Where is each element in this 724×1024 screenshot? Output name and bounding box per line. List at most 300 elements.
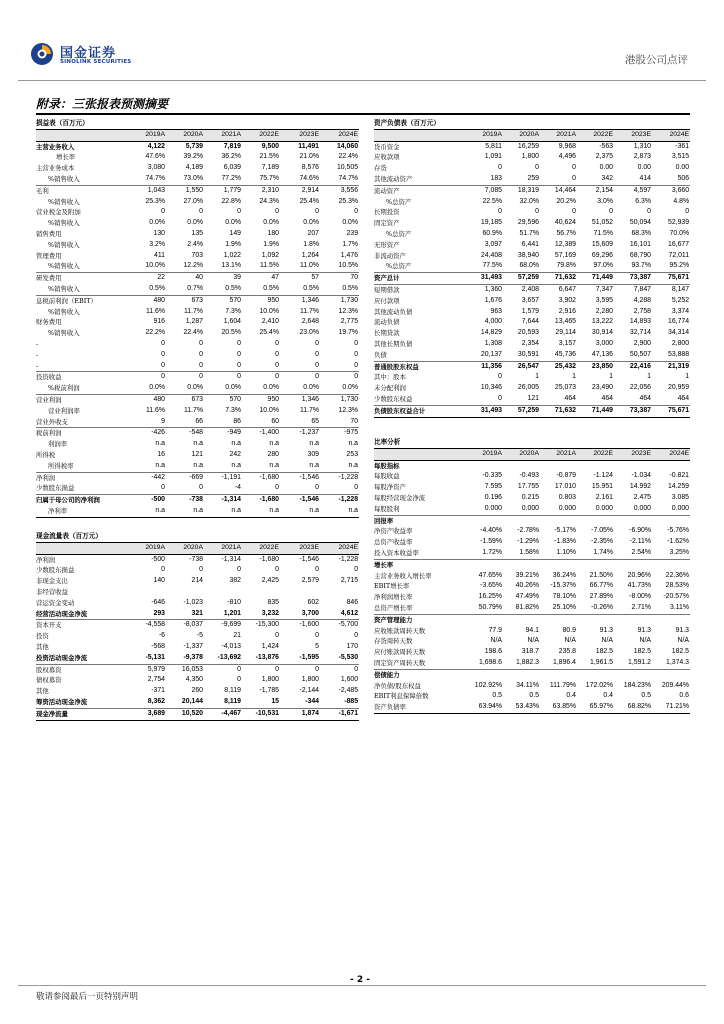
cell-value: 22,056 bbox=[629, 384, 651, 392]
cell-value: 73,387 bbox=[614, 405, 652, 417]
cell-value: -10,531 bbox=[242, 708, 280, 720]
cell-value: 673 bbox=[166, 295, 204, 306]
cell-value: 0 bbox=[204, 664, 242, 675]
cell-value: 91.3 bbox=[637, 626, 651, 634]
cell-value: 1,961.5 bbox=[590, 658, 613, 666]
cell-value: 130 bbox=[153, 229, 165, 237]
cell-value: 0.4 bbox=[603, 692, 613, 700]
cell-value: 10.0% bbox=[259, 406, 279, 414]
cell-value: 21,319 bbox=[652, 361, 690, 372]
cell-value: 22.5% bbox=[482, 197, 502, 205]
cell-value: 3,595 bbox=[595, 296, 613, 304]
cell-value: 3,097 bbox=[484, 240, 502, 248]
cell-value: 11,356 bbox=[466, 361, 503, 372]
row-label: 回报率 bbox=[374, 515, 466, 526]
table-title-row bbox=[36, 531, 359, 542]
cell-value: 11,491 bbox=[298, 142, 319, 150]
row-label: 所得税 bbox=[36, 450, 56, 459]
cell-value: 0.0% bbox=[263, 384, 279, 392]
cell-value: 570 bbox=[204, 295, 242, 306]
row-label: 利润率 bbox=[48, 440, 68, 449]
year-header: 2019A bbox=[128, 542, 166, 554]
cell-value: 77.9 bbox=[488, 626, 502, 634]
year-header: 2023E bbox=[280, 129, 320, 141]
cell-value: n.a bbox=[309, 440, 319, 448]
cell-value: 10.0% bbox=[145, 262, 165, 270]
cell-value: 2.4% bbox=[187, 240, 203, 248]
cell-value: 242 bbox=[229, 450, 241, 458]
company-logo bbox=[30, 40, 142, 70]
cell-value: 1,591.2 bbox=[628, 658, 651, 666]
year-header: 2024E bbox=[320, 542, 359, 554]
table-row bbox=[36, 261, 359, 272]
row-label: %销售收入 bbox=[48, 284, 80, 293]
cell-value: 4,496 bbox=[558, 153, 576, 161]
cell-value: 12.3% bbox=[338, 406, 359, 414]
row-label: 其他长期负债 bbox=[374, 339, 413, 348]
cell-value: 74.7% bbox=[338, 174, 359, 182]
cell-value: 0 bbox=[275, 339, 279, 347]
cell-value: 0 bbox=[535, 164, 539, 172]
cell-value: 602 bbox=[307, 598, 319, 606]
cell-value: 91.3 bbox=[599, 626, 613, 634]
row-label: 应收账款周转天数 bbox=[374, 626, 426, 635]
cell-value: 0.0% bbox=[303, 384, 319, 392]
cell-value: 25.3% bbox=[145, 197, 165, 205]
cell-value: 4,612 bbox=[340, 609, 359, 617]
cell-value: 342 bbox=[601, 174, 613, 182]
cell-value bbox=[614, 515, 652, 526]
row-label: 应付账款周转天数 bbox=[374, 648, 426, 657]
row-label: EBIT利息保障倍数 bbox=[374, 692, 429, 701]
cell-value: 16,774 bbox=[668, 318, 690, 326]
row-label: 短期借款 bbox=[374, 284, 466, 295]
cell-value: -1,400 bbox=[242, 428, 280, 439]
year-header: 2022E bbox=[577, 448, 614, 460]
cell-value: 0 bbox=[354, 339, 359, 347]
year-header: 2022E bbox=[577, 129, 614, 141]
cell-value: 38,940 bbox=[517, 251, 539, 259]
cell-value: 1.72% bbox=[482, 548, 502, 556]
cell-value: 29,596 bbox=[517, 219, 539, 227]
row-label: %销售收入 bbox=[48, 197, 80, 206]
cell-value: 0.0% bbox=[303, 219, 319, 227]
cell-value bbox=[577, 460, 614, 471]
cell-value: 20,137 bbox=[480, 350, 502, 358]
cell-value: -1,237 bbox=[280, 428, 320, 439]
cell-value: 1.9% bbox=[225, 240, 241, 248]
row-label: 资本开支 bbox=[36, 620, 128, 631]
cell-value: 3,000 bbox=[595, 339, 613, 347]
cell-value: 0 bbox=[275, 361, 279, 369]
row-label: 投资 bbox=[36, 632, 49, 641]
cell-value: 71,632 bbox=[540, 273, 577, 285]
cell-value: -1,785 bbox=[259, 687, 279, 695]
cell-value: 4,350 bbox=[185, 676, 203, 684]
cell-value: -4 bbox=[234, 484, 241, 492]
row-label: %总资产 bbox=[386, 262, 412, 271]
row-label: 财务费用 bbox=[36, 318, 62, 327]
row-label: 股权募资 bbox=[36, 664, 128, 675]
cell-value: 20,593 bbox=[517, 329, 539, 337]
year-header: 2021A bbox=[540, 448, 577, 460]
cell-value: 0 bbox=[199, 350, 203, 358]
cell-value: 2,648 bbox=[301, 318, 319, 326]
cell-value: 7,189 bbox=[261, 164, 279, 172]
cell-value: 16,053 bbox=[166, 664, 204, 675]
cell-value: 209.44% bbox=[661, 681, 690, 689]
cell-value: -13,692 bbox=[217, 653, 241, 661]
cell-value: 0 bbox=[275, 566, 279, 574]
cell-value: 0 bbox=[237, 566, 241, 574]
cell-value: 7,347 bbox=[577, 284, 614, 295]
cell-value: N/A bbox=[490, 637, 502, 645]
cell-value: 15.951 bbox=[591, 483, 613, 491]
cell-value: 183 bbox=[490, 174, 502, 182]
cell-value: 7,644 bbox=[521, 318, 539, 326]
cell-value: 8,576 bbox=[301, 164, 319, 172]
cell-value: -0.335 bbox=[482, 472, 502, 480]
cell-value: -4,013 bbox=[221, 642, 241, 650]
cell-value: -1,191 bbox=[204, 472, 242, 483]
year-header: 2019A bbox=[466, 129, 503, 141]
cell-value: -15.37% bbox=[550, 582, 576, 590]
cell-value: 0.5% bbox=[225, 284, 241, 292]
cell-value: 91.3 bbox=[675, 626, 690, 634]
row-label: 营业税金及附加 bbox=[36, 208, 81, 217]
cell-value bbox=[614, 460, 652, 471]
row-label: 息税前利润（EBIT） bbox=[36, 295, 128, 306]
cell-value: -1,595 bbox=[299, 653, 319, 661]
cell-value: 0.0% bbox=[342, 219, 359, 227]
cell-value: 7.3% bbox=[225, 406, 241, 414]
cell-value: n.a bbox=[231, 461, 241, 469]
cell-value: 95.2% bbox=[669, 262, 690, 270]
cell-value bbox=[577, 559, 614, 570]
cell-value: 20,959 bbox=[668, 384, 690, 392]
cell-value: 1.9% bbox=[263, 240, 279, 248]
cell-value: 0 bbox=[237, 361, 241, 369]
cell-value: 2.161 bbox=[595, 493, 613, 501]
cell-value: 22.4% bbox=[183, 329, 203, 337]
cell-value: -548 bbox=[166, 428, 204, 439]
cell-value: 57,259 bbox=[503, 273, 540, 285]
cell-value: 19,185 bbox=[480, 219, 502, 227]
cell-value: 6,441 bbox=[521, 240, 539, 248]
table-title: 比率分析 bbox=[374, 437, 690, 448]
cell-value: -1,337 bbox=[183, 642, 203, 650]
cell-value: -500 bbox=[128, 495, 166, 506]
table-row bbox=[374, 603, 690, 614]
cell-value: 1,092 bbox=[261, 251, 279, 259]
cell-value: -1,314 bbox=[221, 555, 241, 563]
cell-value: -5,131 bbox=[145, 653, 165, 661]
table-row bbox=[374, 307, 690, 318]
cell-value: 22.8% bbox=[221, 197, 241, 205]
cell-value: 68.82% bbox=[614, 702, 652, 713]
cell-value: 0 bbox=[498, 394, 502, 402]
cell-value: 673 bbox=[166, 394, 204, 405]
cell-value: n.a bbox=[204, 506, 242, 517]
row-label: 税前利润 bbox=[36, 428, 128, 439]
year-header: 2020A bbox=[503, 129, 540, 141]
cell-value: 0 bbox=[161, 484, 165, 492]
cell-value: 0 bbox=[572, 164, 576, 172]
cell-value: 8,119 bbox=[224, 687, 241, 695]
cell-value: 51,052 bbox=[591, 219, 613, 227]
row-label: EBIT增长率 bbox=[374, 582, 410, 591]
cell-value: -1.29% bbox=[517, 538, 539, 546]
cell-value: 6,039 bbox=[223, 164, 241, 172]
cell-value: 21.5% bbox=[259, 153, 279, 161]
cell-value: 74.7% bbox=[145, 174, 165, 182]
cell-value: 31,493 bbox=[466, 273, 503, 285]
cell-value: 71.5% bbox=[593, 229, 613, 237]
cell-value: 22.36% bbox=[665, 571, 690, 579]
section-header-row bbox=[374, 515, 690, 526]
table-title-row bbox=[374, 118, 690, 129]
cell-value: 45,736 bbox=[554, 350, 576, 358]
cell-value: 75,671 bbox=[652, 273, 690, 285]
table-row bbox=[374, 251, 690, 262]
cell-value: 1,896.4 bbox=[553, 658, 576, 666]
cell-value: 411 bbox=[154, 251, 165, 259]
cell-value: 0.000 bbox=[595, 504, 613, 512]
cell-value: -371 bbox=[151, 687, 165, 695]
cell-value: 0.6 bbox=[679, 692, 690, 700]
cell-value: 11.5% bbox=[259, 262, 279, 270]
cell-value: 182.5 bbox=[595, 648, 613, 656]
table-row bbox=[36, 251, 359, 262]
table-row bbox=[36, 185, 359, 196]
header-divider bbox=[18, 80, 706, 81]
cell-value: 16,677 bbox=[668, 240, 690, 248]
table-row bbox=[36, 273, 359, 284]
table-row bbox=[36, 495, 359, 506]
cell-value: 16,101 bbox=[629, 240, 651, 248]
cell-value: N/A bbox=[639, 637, 651, 645]
table-row bbox=[36, 417, 359, 428]
cell-value: 464 bbox=[564, 394, 576, 402]
cell-value: 27.0% bbox=[183, 197, 203, 205]
cell-value: 318.7 bbox=[521, 648, 539, 656]
cell-value: 11.7% bbox=[183, 307, 203, 315]
row-label: 非经营收益 bbox=[36, 587, 68, 596]
cell-value: -4.40% bbox=[480, 527, 502, 535]
cell-value: n.a bbox=[348, 440, 359, 448]
row-label: - bbox=[36, 350, 39, 359]
cell-value: 70 bbox=[320, 273, 359, 284]
cell-value: 23.0% bbox=[299, 329, 319, 337]
cell-value: 47.6% bbox=[145, 153, 165, 161]
cell-value: 3,657 bbox=[521, 296, 539, 304]
cell-value: 0.0% bbox=[187, 384, 203, 392]
row-label: 研发费用 bbox=[36, 273, 128, 284]
logo-cn-text: 国金证券 bbox=[60, 46, 117, 61]
cell-value: 1,346 bbox=[280, 394, 320, 405]
cell-value: 86 bbox=[233, 417, 241, 425]
row-label: 其他流动资产 bbox=[374, 174, 413, 183]
table-row bbox=[36, 307, 359, 318]
row-label: - bbox=[36, 339, 39, 348]
table-row bbox=[374, 592, 690, 603]
cell-value: 73.0% bbox=[183, 174, 203, 182]
cell-value: 0.0% bbox=[149, 219, 165, 227]
cell-value: 71,449 bbox=[577, 273, 614, 285]
cell-value: 40,624 bbox=[554, 219, 576, 227]
cell-value: 14,464 bbox=[540, 185, 577, 196]
cell-value: 0 bbox=[315, 361, 319, 369]
row-label: 负债 bbox=[374, 350, 387, 359]
row-label: 投资活动现金净流 bbox=[36, 653, 88, 662]
row-label: 主营业务成本 bbox=[36, 164, 75, 173]
cell-value: 11.7% bbox=[299, 406, 319, 414]
cell-value: -810 bbox=[227, 598, 241, 606]
cell-value: 3,660 bbox=[652, 185, 690, 196]
cell-value: 7,847 bbox=[614, 284, 652, 295]
cell-value: -8.00% bbox=[629, 593, 651, 601]
cell-value: 0 bbox=[275, 632, 279, 640]
row-label: %销售收入 bbox=[48, 240, 80, 249]
cell-value: 1,800 bbox=[521, 153, 539, 161]
cell-value: -4,558 bbox=[128, 620, 166, 631]
cell-value bbox=[652, 614, 690, 625]
table-row bbox=[36, 394, 359, 405]
cell-value: 56.7% bbox=[556, 229, 576, 237]
cell-value: 0 bbox=[275, 484, 279, 492]
cell-value: 835 bbox=[267, 598, 279, 606]
row-label: 普通股股东权益 bbox=[374, 361, 466, 372]
cell-value: -9,378 bbox=[183, 653, 203, 661]
cell-value: 68,790 bbox=[629, 251, 651, 259]
year-header: 2020A bbox=[166, 542, 204, 554]
table-row bbox=[36, 339, 359, 350]
cell-value: 81.82% bbox=[515, 603, 539, 611]
cell-value: 65.97% bbox=[577, 702, 614, 713]
cell-value: -426 bbox=[128, 428, 166, 439]
table-row bbox=[36, 383, 359, 394]
cell-value: -1,546 bbox=[280, 495, 320, 506]
cell-value: 12,389 bbox=[554, 240, 576, 248]
cell-value bbox=[577, 614, 614, 625]
table-row bbox=[36, 461, 359, 472]
cell-value: 41.73% bbox=[627, 582, 651, 590]
cell-value: 1,374.3 bbox=[666, 658, 690, 666]
cell-value: n.a bbox=[155, 440, 165, 448]
cell-value: 9 bbox=[161, 417, 165, 425]
table-row bbox=[374, 141, 690, 152]
cell-value: 0 bbox=[315, 484, 319, 492]
cell-value: 18,319 bbox=[503, 185, 540, 196]
row-label: 存货周转天数 bbox=[374, 637, 413, 646]
cell-value: -1,546 bbox=[280, 472, 320, 483]
cell-value: n.a bbox=[193, 440, 203, 448]
cell-value: 25.4% bbox=[299, 197, 319, 205]
cell-value: -975 bbox=[320, 428, 359, 439]
cell-value: 8,147 bbox=[652, 284, 690, 295]
cell-value: 0 bbox=[199, 566, 203, 574]
cell-value: 77.5% bbox=[482, 262, 502, 270]
row-label: 其他 bbox=[36, 642, 49, 651]
cell-value: -1,680 bbox=[259, 555, 279, 563]
cell-value: 15,609 bbox=[591, 240, 613, 248]
cell-value: 1.74% bbox=[593, 548, 613, 556]
cell-value: 27.89% bbox=[589, 593, 613, 601]
page-number: - 2 - bbox=[350, 975, 370, 985]
cell-value: 32,714 bbox=[629, 329, 651, 337]
cell-value: -1,546 bbox=[299, 555, 319, 563]
cell-value: 66 bbox=[195, 417, 203, 425]
cell-value: 14.992 bbox=[629, 483, 651, 491]
cell-value: 321 bbox=[191, 609, 203, 617]
cell-value: 1,874 bbox=[280, 708, 320, 720]
cell-value: 7,085 bbox=[466, 185, 503, 196]
cell-value: 950 bbox=[242, 295, 280, 306]
table-row bbox=[36, 506, 359, 517]
cell-value bbox=[652, 515, 690, 526]
cell-value: 71.21% bbox=[652, 702, 690, 713]
table-row bbox=[374, 471, 690, 482]
cell-value: 1,346 bbox=[280, 295, 320, 306]
cell-value: -1.62% bbox=[667, 538, 690, 546]
cell-value: 73,387 bbox=[614, 273, 652, 285]
row-label: %销售收入 bbox=[48, 307, 80, 316]
cell-value: 22,416 bbox=[614, 361, 652, 372]
year-header: 2020A bbox=[166, 129, 204, 141]
year-header: 2021A bbox=[204, 542, 242, 554]
cell-value: 0 bbox=[128, 372, 166, 383]
cell-value: 21.0% bbox=[299, 153, 319, 161]
cell-value: 1,201 bbox=[223, 609, 241, 617]
cell-value: 75.7% bbox=[259, 174, 279, 182]
table-row bbox=[36, 450, 359, 461]
cell-value: 12.3% bbox=[338, 307, 359, 315]
report-type: 港股公司点评 bbox=[625, 54, 688, 66]
table-row bbox=[374, 261, 690, 272]
cell-value: 23,490 bbox=[591, 384, 613, 392]
cell-value: 182.5 bbox=[671, 648, 690, 656]
cell-value: 15 bbox=[271, 697, 279, 705]
cell-value: 1,698.6 bbox=[479, 658, 502, 666]
cell-value: -568 bbox=[151, 642, 165, 650]
cell-value: 11.7% bbox=[183, 406, 203, 414]
row-label: 每股股利 bbox=[374, 504, 400, 513]
cell-value: 0.803 bbox=[558, 493, 576, 501]
table-row bbox=[36, 218, 359, 229]
cell-value: 3.085 bbox=[671, 493, 690, 501]
cell-value: 20,144 bbox=[181, 697, 203, 705]
cell-value bbox=[614, 559, 652, 570]
row-label: 非流动资产 bbox=[374, 251, 406, 260]
table-row bbox=[374, 240, 690, 251]
row-label: 归属于母公司的净利润 bbox=[36, 495, 128, 506]
cell-value: 2,154 bbox=[577, 185, 614, 196]
cell-value: 480 bbox=[128, 295, 166, 306]
year-header: 2021A bbox=[204, 129, 242, 141]
cell-value: 0 bbox=[315, 339, 319, 347]
cell-value: 0 bbox=[242, 664, 280, 675]
cell-value bbox=[614, 669, 652, 680]
cell-value: 68.3% bbox=[631, 229, 651, 237]
cell-value: 3,157 bbox=[558, 339, 576, 347]
cell-value: 10,505 bbox=[336, 164, 359, 172]
year-header: 2024E bbox=[320, 129, 359, 141]
cell-value: 0 bbox=[199, 208, 203, 216]
cell-value: 0.196 bbox=[484, 493, 502, 501]
cell-value: 4,288 bbox=[633, 296, 651, 304]
row-label: 少数股东损益 bbox=[36, 566, 75, 575]
cell-value: 51.7% bbox=[519, 229, 539, 237]
